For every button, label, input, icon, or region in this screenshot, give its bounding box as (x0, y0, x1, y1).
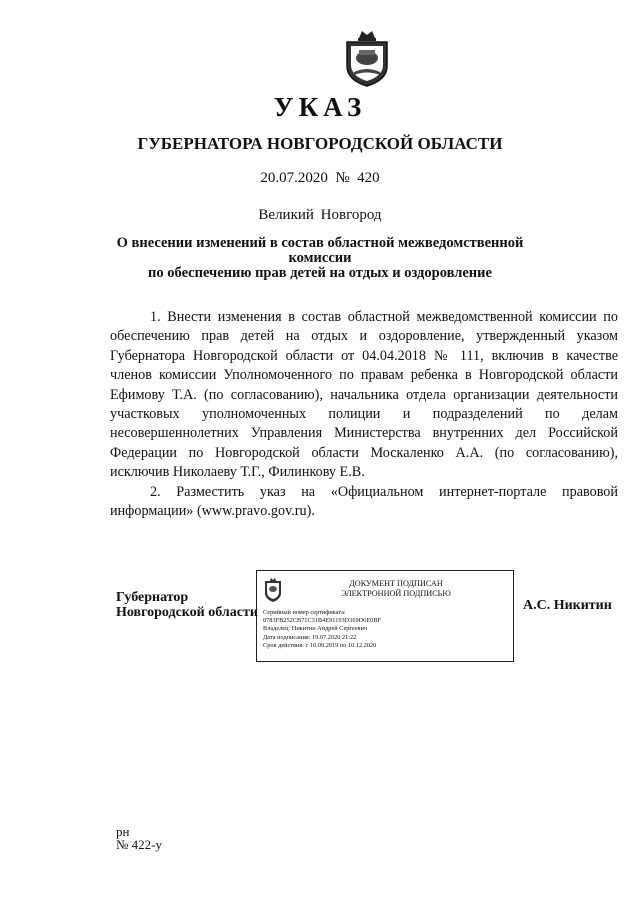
document-date: 20.07.2020 (260, 170, 328, 186)
document-heading (96, 236, 544, 281)
signing-date: Дата подписания: 19.07.2020 21:22 (263, 633, 357, 641)
body-paragraph-2: 2. Разместить указ на «Официальном интернет-портале правовой информации» (www.pravo.gov.ru). (110, 483, 618, 520)
serial-number: 0783FB252CB71C31B4E91193D369D6E0BF (263, 617, 382, 625)
stamp-title (311, 579, 481, 599)
date-number-line (0, 170, 640, 187)
coat-of-arms-icon (342, 28, 392, 88)
stamp-title-line: ДОКУМЕНТ ПОДПИСАН (349, 579, 443, 588)
registration-number: № 422-у (116, 837, 162, 852)
executor-initials: рн (116, 824, 130, 839)
stamp-coat-of-arms-icon (263, 577, 283, 603)
certificate-owner: Владелец: Никитин Андрей Сергеевич (263, 625, 368, 633)
signatory-role (116, 590, 258, 620)
heading-line: по обеспечению прав детей на отдых и оздоровление (148, 265, 492, 281)
document-body (110, 308, 618, 521)
number-sign: № (335, 170, 350, 186)
stamp-title-line: ЭЛЕКТРОННОЙ ПОДПИСЬЮ (341, 589, 451, 598)
electronic-signature-stamp (256, 570, 514, 662)
serial-label: Серийный номер сертификата: (263, 609, 346, 616)
document-subtitle: ГУБЕРНАТОРА НОВГОРОДСКОЙ ОБЛАСТИ (137, 134, 503, 153)
city-name: Великий Новгород (258, 207, 382, 223)
role-line: Губернатор (116, 590, 189, 605)
heading-line: О внесении изменений в состав областной межведомственной комиссии (116, 235, 524, 266)
document-title: УКАЗ (273, 92, 367, 122)
stamp-details (263, 609, 508, 650)
footer-reference (116, 825, 162, 851)
role-line: Новгородской области (116, 605, 258, 620)
validity-period: Срок действия: с 10.09.2019 по 10.12.2020 (263, 641, 377, 649)
signer-name: А.С. Никитин (523, 598, 612, 613)
document-number: 420 (357, 170, 380, 186)
body-paragraph-1: 1. Внести изменения в состав областной межведомственной комиссии по обеспечению прав детей на отдых и оздоровление, утвержденный указом Губернатора Новгородской области от 04.04.2018 № 111, включив в качестве членов комиссии Уполномоченного по правам ребенка в Новгородской области Ефимову Т.А. (по согласованию), начальника отдела организации деятельности участковых уполномоченных полиции и подразделений по делам несовершеннолетних Управления Министерства внутренних дел Российской Федерации по Новгородской области Москаленко А.А. (по согласованию), исключив Николаеву Т.Г., Филинкову Е.В. (110, 309, 618, 481)
